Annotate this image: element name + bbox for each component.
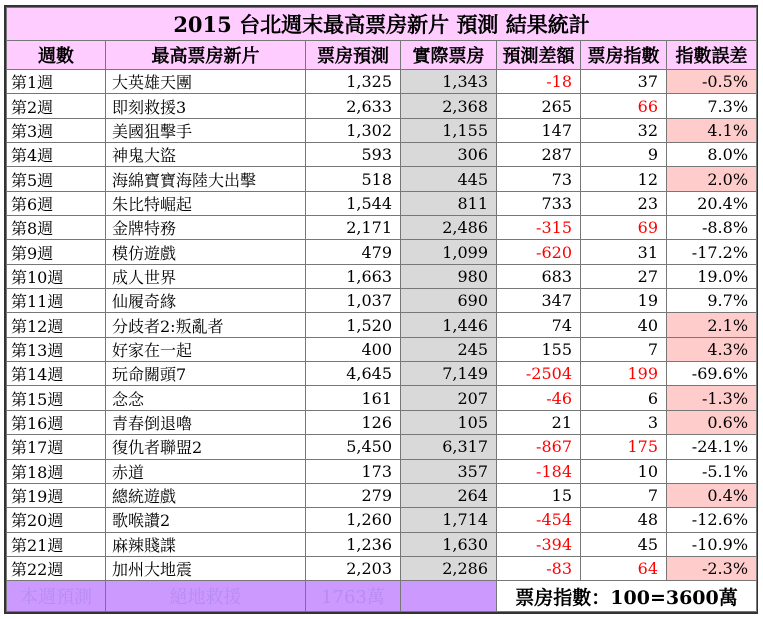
row-index: 12: [581, 167, 667, 191]
row-diff: 733: [497, 191, 581, 215]
row-film: 仙履奇緣: [106, 289, 306, 313]
table-row: [7, 240, 757, 264]
forecast-results-sheet: [4, 5, 758, 614]
row-film: 玩命關頭7: [106, 362, 306, 386]
table-row: [7, 70, 757, 94]
row-forecast: 1,520: [306, 313, 401, 337]
row-actual: 105: [401, 410, 497, 434]
header-forecast: 票房預測: [306, 41, 401, 70]
row-index: 9: [581, 143, 667, 167]
row-index: 40: [581, 313, 667, 337]
row-actual: 2,368: [401, 94, 497, 118]
row-actual: 7,149: [401, 362, 497, 386]
row-week: 第2週: [7, 94, 106, 118]
row-forecast: 1,302: [306, 118, 401, 142]
row-week: 第20週: [7, 508, 106, 532]
row-film: 成人世界: [106, 264, 306, 288]
row-error: 2.0%: [667, 167, 757, 191]
row-forecast: 2,203: [306, 556, 401, 580]
row-error: 9.7%: [667, 289, 757, 313]
row-forecast: 593: [306, 143, 401, 167]
row-error: 4.1%: [667, 118, 757, 142]
row-diff: 74: [497, 313, 581, 337]
row-diff: -2504: [497, 362, 581, 386]
index-definition: 票房指數：100=3600萬: [497, 581, 757, 612]
row-film: 念念: [106, 386, 306, 410]
row-week: 第5週: [7, 167, 106, 191]
row-forecast: 518: [306, 167, 401, 191]
header-diff: 預測差額: [497, 41, 581, 70]
row-film: 大英雄天團: [106, 70, 306, 94]
row-diff: 73: [497, 167, 581, 191]
row-error: 20.4%: [667, 191, 757, 215]
row-index: 27: [581, 264, 667, 288]
row-error: -10.9%: [667, 532, 757, 556]
row-error: 0.6%: [667, 410, 757, 434]
row-diff: -83: [497, 556, 581, 580]
row-index: 19: [581, 289, 667, 313]
row-week: 第13週: [7, 337, 106, 361]
table-row: [7, 191, 757, 215]
table-row: [7, 167, 757, 191]
row-error: -8.8%: [667, 216, 757, 240]
row-actual: 6,317: [401, 435, 497, 459]
row-film: 海綿寶寶海陸大出擊: [106, 167, 306, 191]
row-film: 好家在一起: [106, 337, 306, 361]
row-forecast: 400: [306, 337, 401, 361]
row-actual: 690: [401, 289, 497, 313]
results-table: [6, 7, 757, 612]
table-row: [7, 483, 757, 507]
table-row: [7, 94, 757, 118]
row-index: 31: [581, 240, 667, 264]
table-row: [7, 118, 757, 142]
row-actual: 2,486: [401, 216, 497, 240]
row-index: 69: [581, 216, 667, 240]
row-week: 第21週: [7, 532, 106, 556]
row-index: 199: [581, 362, 667, 386]
row-diff: -394: [497, 532, 581, 556]
table-row: [7, 556, 757, 580]
row-film: 分歧者2:叛亂者: [106, 313, 306, 337]
row-forecast: 1,236: [306, 532, 401, 556]
row-error: 0.4%: [667, 483, 757, 507]
row-week: 第14週: [7, 362, 106, 386]
row-index: 23: [581, 191, 667, 215]
table-row: [7, 362, 757, 386]
row-index: 3: [581, 410, 667, 434]
row-film: 歌喉讚2: [106, 508, 306, 532]
row-diff: -620: [497, 240, 581, 264]
row-week: 第9週: [7, 240, 106, 264]
row-diff: 21: [497, 410, 581, 434]
row-film: 即刻救援3: [106, 94, 306, 118]
row-error: 2.1%: [667, 313, 757, 337]
row-error: 4.3%: [667, 337, 757, 361]
row-index: 37: [581, 70, 667, 94]
row-error: -1.3%: [667, 386, 757, 410]
row-index: 66: [581, 94, 667, 118]
row-error: -17.2%: [667, 240, 757, 264]
header-index: 票房指數: [581, 41, 667, 70]
row-index: 32: [581, 118, 667, 142]
row-index: 10: [581, 459, 667, 483]
row-error: -5.1%: [667, 459, 757, 483]
row-forecast: 1,260: [306, 508, 401, 532]
row-forecast: 5,450: [306, 435, 401, 459]
table-row: [7, 386, 757, 410]
row-film: 加州大地震: [106, 556, 306, 580]
row-film: 朱比特崛起: [106, 191, 306, 215]
row-diff: -867: [497, 435, 581, 459]
row-actual: 1,099: [401, 240, 497, 264]
table-row: [7, 337, 757, 361]
row-forecast: 2,633: [306, 94, 401, 118]
row-actual: 1,343: [401, 70, 497, 94]
row-week: 第8週: [7, 216, 106, 240]
footer-week-label: 本週預測: [7, 581, 106, 612]
row-error: 19.0%: [667, 264, 757, 288]
table-title: 2015 台北週末最高票房新片 預測 結果統計: [7, 8, 757, 41]
header-row: [7, 41, 757, 70]
row-error: -69.6%: [667, 362, 757, 386]
row-week: 第22週: [7, 556, 106, 580]
row-forecast: 2,171: [306, 216, 401, 240]
row-forecast: 126: [306, 410, 401, 434]
table-row: [7, 216, 757, 240]
row-film: 美國狙擊手: [106, 118, 306, 142]
row-forecast: 279: [306, 483, 401, 507]
row-actual: 207: [401, 386, 497, 410]
row-actual: 980: [401, 264, 497, 288]
row-diff: 347: [497, 289, 581, 313]
row-actual: 306: [401, 143, 497, 167]
row-actual: 811: [401, 191, 497, 215]
row-week: 第1週: [7, 70, 106, 94]
table-body: [7, 70, 757, 581]
row-diff: 287: [497, 143, 581, 167]
table-row: [7, 289, 757, 313]
row-film: 神鬼大盜: [106, 143, 306, 167]
row-week: 第16週: [7, 410, 106, 434]
row-error: -12.6%: [667, 508, 757, 532]
row-forecast: 1,325: [306, 70, 401, 94]
header-week: 週數: [7, 41, 106, 70]
row-forecast: 173: [306, 459, 401, 483]
row-film: 復仇者聯盟2: [106, 435, 306, 459]
row-week: 第3週: [7, 118, 106, 142]
row-index: 7: [581, 337, 667, 361]
row-film: 金牌特務: [106, 216, 306, 240]
row-week: 第11週: [7, 289, 106, 313]
row-diff: 155: [497, 337, 581, 361]
row-index: 6: [581, 386, 667, 410]
row-film: 麻辣賤諜: [106, 532, 306, 556]
table-row: [7, 313, 757, 337]
row-forecast: 1,663: [306, 264, 401, 288]
table-row: [7, 143, 757, 167]
row-film: 青春倒退嚕: [106, 410, 306, 434]
row-diff: -315: [497, 216, 581, 240]
header-actual: 實際票房: [401, 41, 497, 70]
row-forecast: 1,544: [306, 191, 401, 215]
row-actual: 357: [401, 459, 497, 483]
row-error: -0.5%: [667, 70, 757, 94]
table-row: [7, 459, 757, 483]
row-actual: 1,714: [401, 508, 497, 532]
row-actual: 445: [401, 167, 497, 191]
header-film: 最高票房新片: [106, 41, 306, 70]
row-week: 第10週: [7, 264, 106, 288]
row-index: 45: [581, 532, 667, 556]
footer-row: [7, 581, 757, 612]
row-actual: 264: [401, 483, 497, 507]
row-forecast: 479: [306, 240, 401, 264]
row-diff: -46: [497, 386, 581, 410]
row-actual: 1,630: [401, 532, 497, 556]
row-actual: 1,155: [401, 118, 497, 142]
row-index: 7: [581, 483, 667, 507]
row-diff: 265: [497, 94, 581, 118]
table-row: [7, 508, 757, 532]
row-film: 模仿遊戲: [106, 240, 306, 264]
row-index: 48: [581, 508, 667, 532]
table-row: [7, 435, 757, 459]
row-film: 總統遊戲: [106, 483, 306, 507]
row-error: 8.0%: [667, 143, 757, 167]
row-week: 第19週: [7, 483, 106, 507]
table-row: [7, 264, 757, 288]
row-diff: -454: [497, 508, 581, 532]
row-actual: 2,286: [401, 556, 497, 580]
row-week: 第15週: [7, 386, 106, 410]
table-row: [7, 532, 757, 556]
footer-film: 絕地救援: [106, 581, 306, 612]
row-error: 7.3%: [667, 94, 757, 118]
footer-blank: [401, 581, 497, 612]
table-row: [7, 410, 757, 434]
footer-forecast: 1763萬: [306, 581, 401, 612]
row-index: 175: [581, 435, 667, 459]
row-diff: -18: [497, 70, 581, 94]
row-week: 第4週: [7, 143, 106, 167]
row-week: 第12週: [7, 313, 106, 337]
row-week: 第17週: [7, 435, 106, 459]
row-week: 第18週: [7, 459, 106, 483]
row-diff: -184: [497, 459, 581, 483]
row-error: -24.1%: [667, 435, 757, 459]
header-error: 指數誤差: [667, 41, 757, 70]
row-diff: 683: [497, 264, 581, 288]
row-forecast: 161: [306, 386, 401, 410]
row-actual: 245: [401, 337, 497, 361]
row-week: 第6週: [7, 191, 106, 215]
row-index: 64: [581, 556, 667, 580]
row-diff: 15: [497, 483, 581, 507]
row-actual: 1,446: [401, 313, 497, 337]
row-diff: 147: [497, 118, 581, 142]
row-error: -2.3%: [667, 556, 757, 580]
row-forecast: 1,037: [306, 289, 401, 313]
row-forecast: 4,645: [306, 362, 401, 386]
row-film: 赤道: [106, 459, 306, 483]
